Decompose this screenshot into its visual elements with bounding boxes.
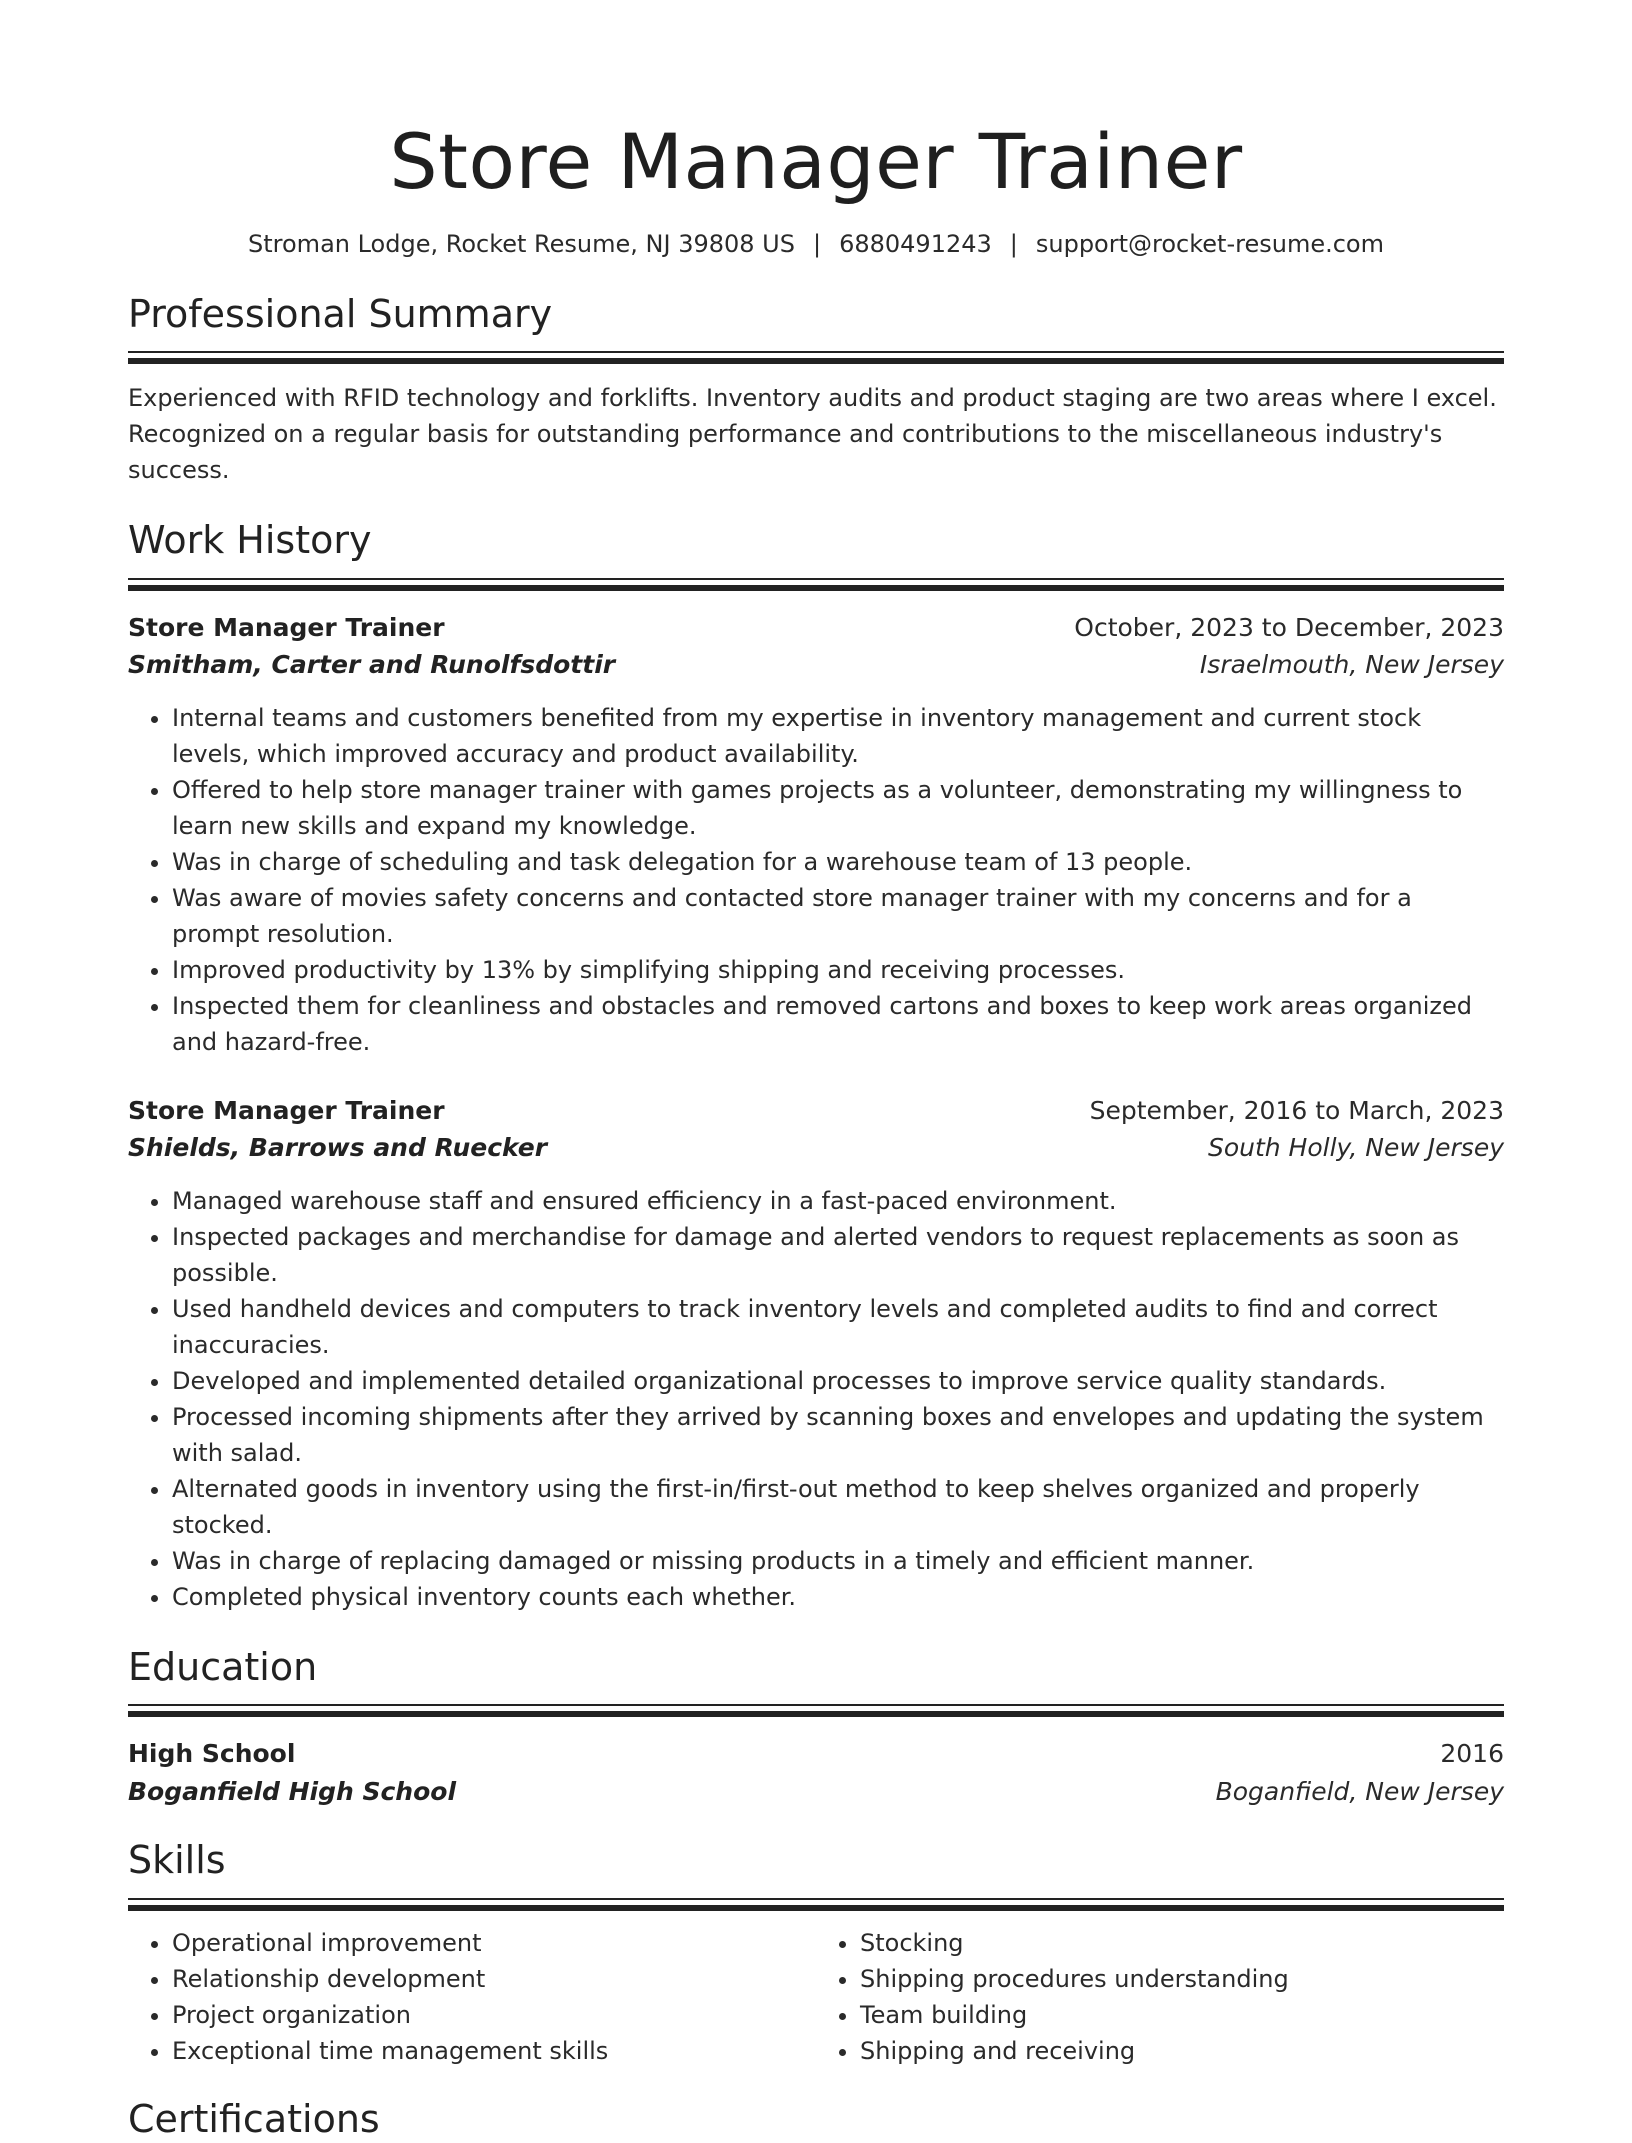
job-company: Smitham, Carter and Runolfsdottir (128, 650, 616, 680)
contact-address: Stroman Lodge, Rocket Resume, NJ 39808 US (248, 229, 795, 258)
skills-list-right (816, 1925, 1504, 2069)
contact-phone: 6880491243 (839, 229, 992, 258)
job-entry (128, 1092, 1504, 1615)
job-dates: October, 2023 to December, 2023 (1074, 612, 1504, 642)
education-section (128, 1645, 1504, 1811)
job-location: South Holly, New Jersey (1207, 1133, 1504, 1163)
skill-item: • Stocking (860, 1925, 1504, 1961)
skill-item: • Team building (860, 1997, 1504, 2033)
section-title-certifications: Certifications (128, 2096, 380, 2141)
contact-separator: | (812, 229, 822, 258)
job-bullet: • Internal teams and customers benefited from my expertise in inventory management and current stock levels, which improved accuracy and product availability. (172, 700, 1504, 772)
job-bullet: • Developed and implemented detailed organizational processes to improve service quality standards. (172, 1363, 1504, 1399)
certifications-section (128, 2097, 1504, 2143)
job-bullet: • Offered to help store manager trainer with games projects as a volunteer, demonstrating my willingness to learn new skills and expand my knowledge. (172, 772, 1504, 844)
skill-item: • Exceptional time management skills (172, 2033, 816, 2069)
section-title-work-history: Work History (128, 518, 372, 563)
education-location: Boganfield, New Jersey (1215, 1776, 1504, 1806)
skill-item: • Shipping procedures understanding (860, 1961, 1504, 1997)
job-company: Shields, Barrows and Ruecker (128, 1133, 548, 1163)
contact-separator: | (1009, 229, 1018, 258)
summary-section (128, 292, 1504, 489)
job-bullet: • Improved productivity by 13% by simplifying shipping and receiving processes. (172, 952, 1504, 988)
job-bullet: • Was aware of movies safety concerns and contacted store manager trainer with my concerns and for a prompt resolution. (172, 880, 1504, 952)
job-bullet: • Alternated goods in inventory using the first-in/first-out method to keep shelves organized and properly stocked. (172, 1471, 1504, 1543)
skills-section (128, 1838, 1504, 2069)
job-bullet: • Processed incoming shipments after they arrived by scanning boxes and envelopes and updating the system with salad. (172, 1399, 1504, 1471)
job-bullet: • Used handheld devices and computers to track inventory levels and completed audits to find and correct inaccuracies. (172, 1291, 1504, 1363)
job-bullet: • Was in charge of replacing damaged or missing products in a timely and efficient manner. (172, 1543, 1504, 1579)
skills-list-left (128, 1925, 816, 2069)
education-year: 2016 (1440, 1739, 1504, 1769)
job-entry (128, 609, 1504, 1060)
education-subheader (128, 1773, 1504, 1811)
job-header (128, 1092, 1504, 1130)
section-title-skills: Skills (128, 1838, 226, 1883)
summary-text: Experienced with RFID technology and forklifts. Inventory audits and product staging are two areas where I excel. Recognized on a regular basis for outstanding performance and contributions to the miscellaneous industry's success. (128, 384, 1497, 485)
resume-name: Store Manager Trainer (389, 117, 1243, 206)
section-divider (128, 351, 1504, 364)
job-header (128, 609, 1504, 647)
job-title: Store Manager Trainer (128, 1095, 445, 1125)
section-title-education: Education (128, 1644, 318, 1689)
job-subheader (128, 1129, 1504, 1167)
skill-item: • Relationship development (172, 1961, 816, 1997)
section-divider (128, 1704, 1504, 1717)
education-header (128, 1735, 1504, 1773)
job-bullet: • Managed warehouse staff and ensured efficiency in a fast-paced environment. (172, 1183, 1504, 1219)
education-degree: High School (128, 1739, 296, 1769)
skill-item: • Project organization (172, 1997, 816, 2033)
skill-item: • Shipping and receiving (860, 2033, 1504, 2069)
job-bullets (128, 1183, 1504, 1615)
job-location: Israelmouth, New Jersey (1199, 650, 1504, 680)
contact-email: support@rocket-resume.com (1035, 229, 1384, 258)
skill-item: • Operational improvement (172, 1925, 816, 1961)
section-divider (128, 1898, 1504, 1911)
job-title: Store Manager Trainer (128, 612, 445, 642)
job-bullets (128, 700, 1504, 1060)
section-title-summary: Professional Summary (128, 291, 553, 336)
education-school: Boganfield High School (128, 1776, 457, 1806)
skills-columns (128, 1925, 1504, 2069)
job-subheader (128, 646, 1504, 684)
education-entry (128, 1735, 1504, 1810)
section-divider (128, 578, 1504, 591)
contact-line (128, 230, 1504, 258)
work-history-section (128, 518, 1504, 1615)
job-bullet: • Was in charge of scheduling and task delegation for a warehouse team of 13 people. (172, 844, 1504, 880)
job-bullet: • Inspected packages and merchandise for damage and alerted vendors to request replacements as soon as possible. (172, 1219, 1504, 1291)
job-dates: September, 2016 to March, 2023 (1089, 1095, 1504, 1125)
job-bullet: • Inspected them for cleanliness and obstacles and removed cartons and boxes to keep work areas organized and hazard-free. (172, 988, 1504, 1060)
job-bullet: • Completed physical inventory counts each whether. (172, 1579, 1504, 1615)
